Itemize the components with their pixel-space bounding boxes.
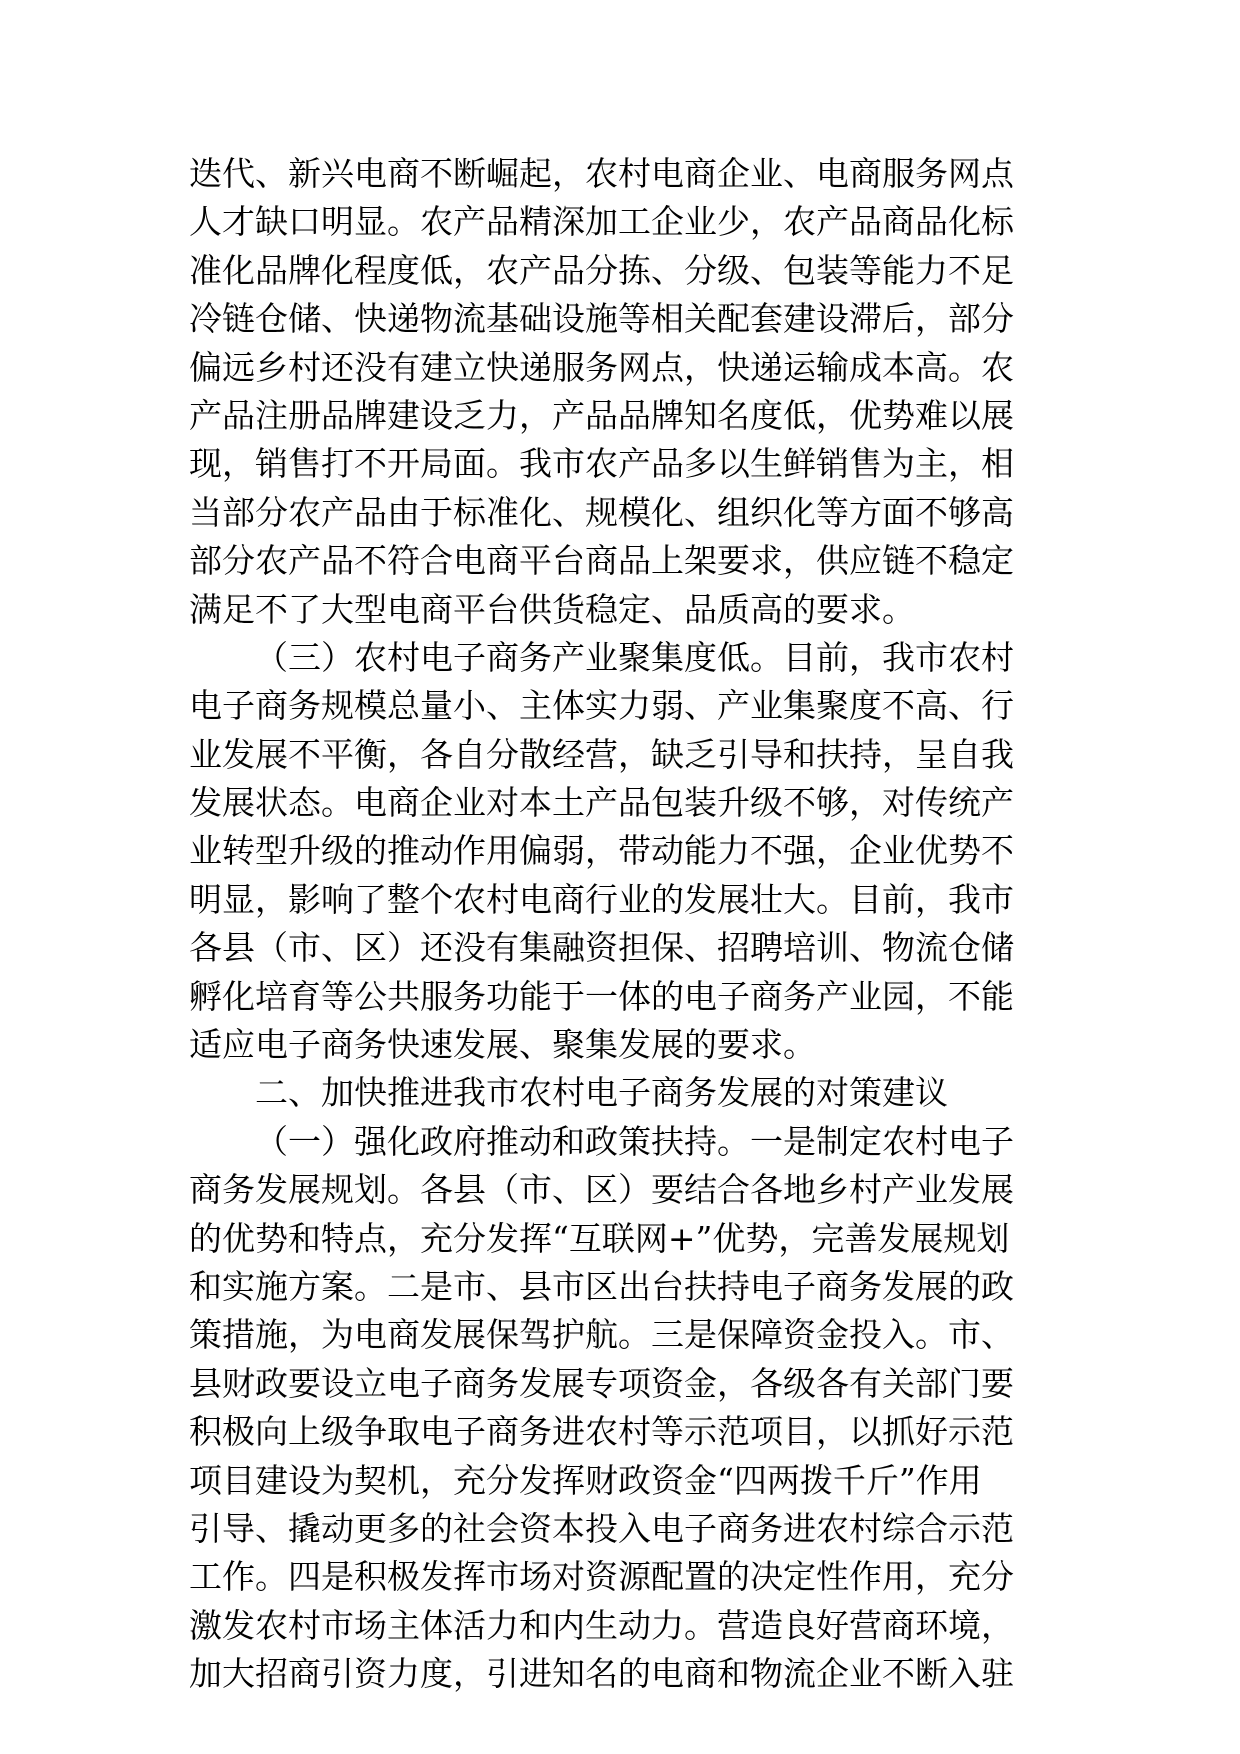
text-line: 准化品牌化程度低，农产品分拣、分级、包装等能力不足 <box>189 250 1014 290</box>
text-line: 迭代、新兴电商不断崛起，农村电商企业、电商服务网点 <box>189 154 1014 193</box>
text-line: 积极向上级争取电子商务进农村等示范项目，以抓好示范 <box>189 1412 1014 1452</box>
text-line: 孵化培育等公共服务功能于一体的电子商务产业园，不能 <box>189 976 1014 1016</box>
text-line: 人才缺口明显。农产品精深加工企业少，农产品商品化标 <box>189 202 1014 242</box>
section-heading-3: （三）农村电子商务产业聚集度低。目前，我市农村 <box>255 637 1014 677</box>
text-line: 偏远乡村还没有建立快递服务网点，快递运输成本高。农 <box>189 347 1014 387</box>
text-line: 适应电子商务快速发展、聚集发展的要求。 <box>189 1025 816 1065</box>
document-body <box>189 150 1059 1699</box>
text-line: 商务发展规划。各县（市、区）要结合各地乡村产业发展 <box>189 1170 1014 1210</box>
text-line: 部分农产品不符合电商平台商品上架要求，供应链不稳定 <box>189 541 1014 581</box>
text-line: 当部分农产品由于标准化、规模化、组织化等方面不够高 <box>189 492 1014 532</box>
text-line: 项目建设为契机，充分发挥财政资金“四两拨千斤”作用 <box>189 1460 982 1500</box>
text-line: 和实施方案。二是市、县市区出台扶持电子商务发展的政 <box>189 1266 1014 1306</box>
text-line: 产品注册品牌建设乏力，产品品牌知名度低，优势难以展 <box>189 395 1014 435</box>
text-line: 满足不了大型电商平台供货稳定、品质高的要求。 <box>189 589 915 629</box>
text-line: 电子商务规模总量小、主体实力弱、产业集聚度不高、行 <box>189 686 1014 726</box>
section-heading-2: 二、加快推进我市农村电子商务发展的对策建议 <box>255 1073 948 1113</box>
text-line: 引导、撬动更多的社会资本投入电子商务进农村综合示范 <box>189 1508 1014 1548</box>
text-line: 的优势和特点，充分发挥“互联网+”优势，完善发展规划 <box>189 1218 1010 1258</box>
text-line: 加大招商引资力度，引进知名的电商和物流企业不断入驻 <box>189 1654 1014 1694</box>
text-line: 县财政要设立电子商务发展专项资金，各级各有关部门要 <box>189 1363 1014 1403</box>
text-line: 业发展不平衡，各自分散经营，缺乏引导和扶持，呈自我 <box>189 734 1014 774</box>
text-line: 明显，影响了整个农村电商行业的发展壮大。目前，我市 <box>189 879 1014 919</box>
text-line: 发展状态。电商企业对本土产品包装升级不够，对传统产 <box>189 783 1014 823</box>
text-line: 各县（市、区）还没有集融资担保、招聘培训、物流仓储 <box>189 928 1014 968</box>
text-line: 冷链仓储、快递物流基础设施等相关配套建设滞后，部分 <box>189 299 1014 339</box>
subsection-heading-1: （一）强化政府推动和政策扶持。一是制定农村电子 <box>255 1121 1014 1161</box>
text-line: 业转型升级的推动作用偏弱，带动能力不强，企业优势不 <box>189 831 1014 871</box>
text-line: 策措施，为电商发展保驾护航。三是保障资金投入。市、 <box>189 1315 1014 1355</box>
text-line: 工作。四是积极发挥市场对资源配置的决定性作用，充分 <box>189 1557 1014 1597</box>
text-line: 激发农村市场主体活力和内生动力。营造良好营商环境， <box>189 1605 1014 1645</box>
text-line: 现，销售打不开局面。我市农产品多以生鲜销售为主，相 <box>189 444 1014 484</box>
